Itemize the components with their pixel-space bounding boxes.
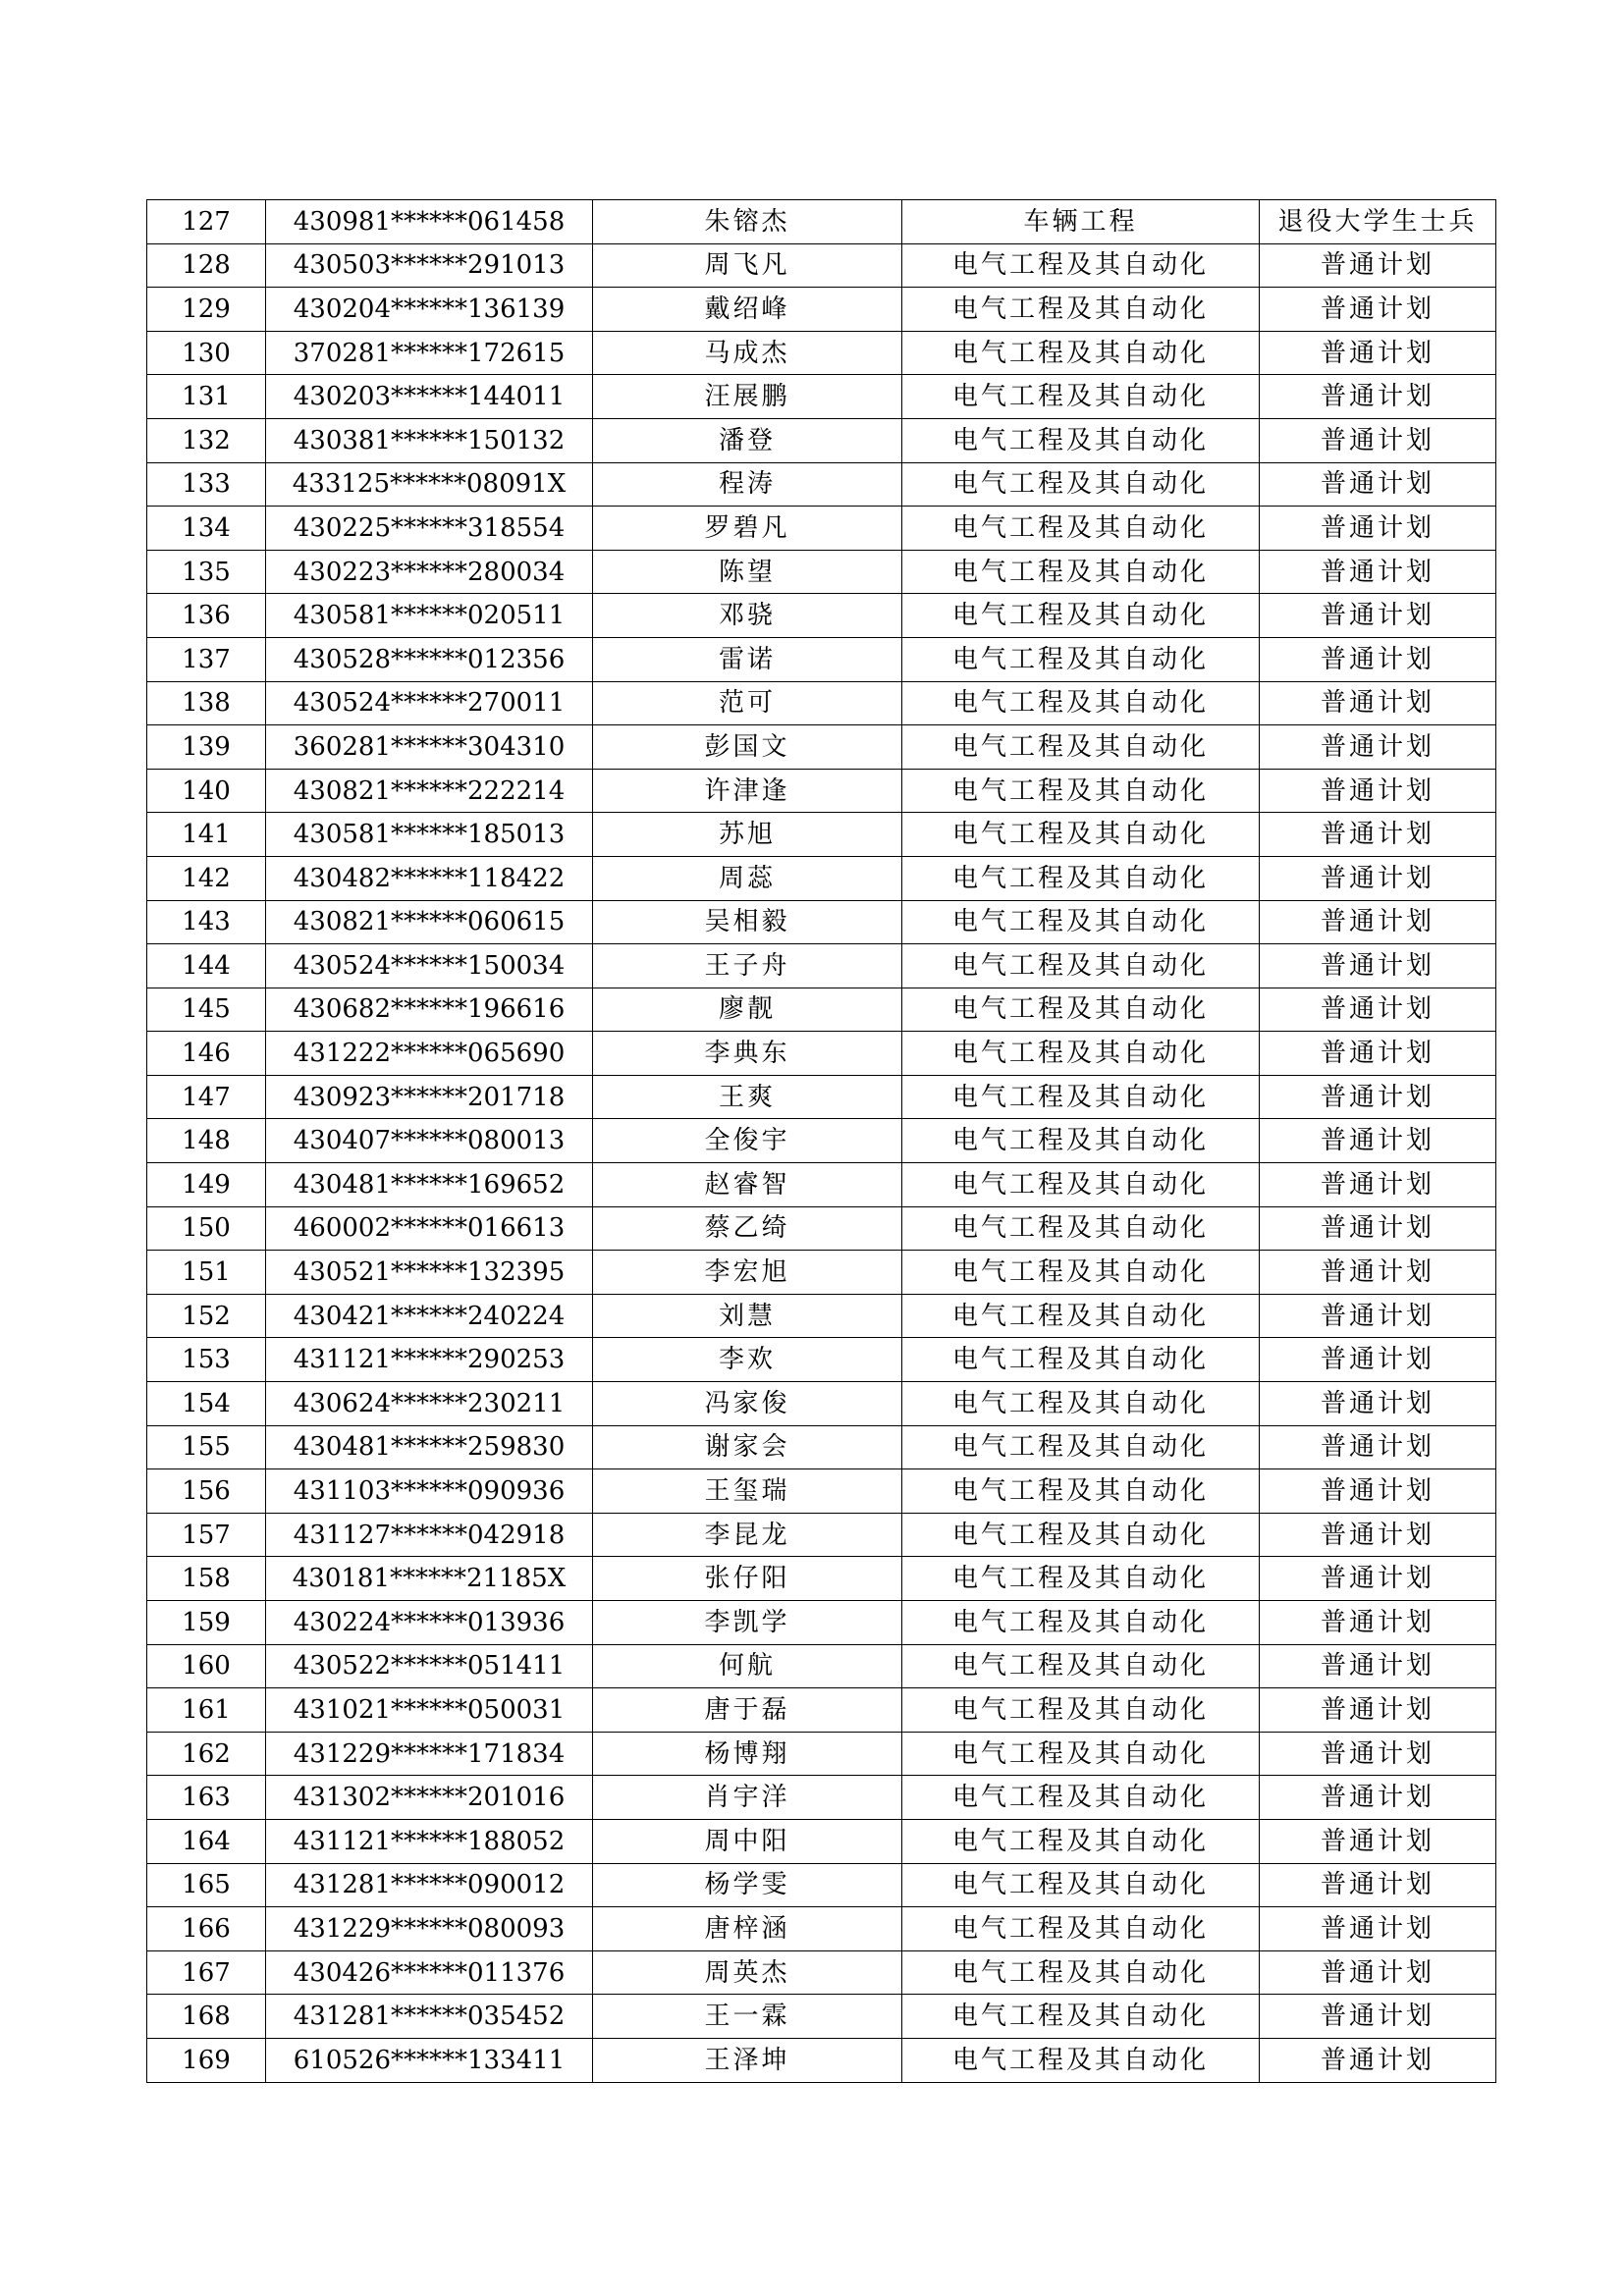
student-name-cell: 李宏旭 (593, 1251, 902, 1295)
id-number-cell: 431229******171834 (266, 1732, 593, 1776)
student-name-cell: 朱镕杰 (593, 200, 902, 244)
row-number-cell: 136 (147, 594, 266, 638)
major-cell: 电气工程及其自动化 (902, 1163, 1260, 1207)
major-cell: 电气工程及其自动化 (902, 1601, 1260, 1645)
plan-cell: 普通计划 (1260, 1206, 1496, 1251)
plan-cell: 普通计划 (1260, 1469, 1496, 1514)
row-number-cell: 145 (147, 988, 266, 1032)
plan-cell: 普通计划 (1260, 813, 1496, 857)
row-number-cell: 166 (147, 1907, 266, 1951)
row-number-cell: 141 (147, 813, 266, 857)
major-cell: 电气工程及其自动化 (902, 769, 1260, 813)
row-number-cell: 156 (147, 1469, 266, 1514)
id-number-cell: 431121******188052 (266, 1819, 593, 1863)
row-number-cell: 158 (147, 1557, 266, 1601)
table-row (147, 725, 1496, 770)
student-name-cell: 李欢 (593, 1338, 902, 1382)
table-row (147, 813, 1496, 857)
row-number-cell: 129 (147, 288, 266, 332)
row-number-cell: 155 (147, 1425, 266, 1469)
table-row (147, 1119, 1496, 1163)
id-number-cell: 431229******080093 (266, 1907, 593, 1951)
id-number-cell: 430581******020511 (266, 594, 593, 638)
student-name-cell: 邓骁 (593, 594, 902, 638)
id-number-cell: 360281******304310 (266, 725, 593, 770)
table-row (147, 1513, 1496, 1557)
table-row (147, 1469, 1496, 1514)
table-row (147, 1995, 1496, 2039)
student-name-cell: 王一霖 (593, 1995, 902, 2039)
major-cell: 电气工程及其自动化 (902, 1732, 1260, 1776)
student-name-cell: 全俊宇 (593, 1119, 902, 1163)
id-number-cell: 430524******270011 (266, 681, 593, 725)
student-name-cell: 杨博翔 (593, 1732, 902, 1776)
table-row (147, 856, 1496, 900)
plan-cell: 普通计划 (1260, 550, 1496, 594)
row-number-cell: 161 (147, 1688, 266, 1733)
table-row (147, 462, 1496, 507)
major-cell: 电气工程及其自动化 (902, 900, 1260, 944)
major-cell: 电气工程及其自动化 (902, 1469, 1260, 1514)
table-row (147, 418, 1496, 462)
student-name-cell: 罗碧凡 (593, 507, 902, 551)
major-cell: 电气工程及其自动化 (902, 1513, 1260, 1557)
student-name-cell: 唐于磊 (593, 1688, 902, 1733)
row-number-cell: 143 (147, 900, 266, 944)
plan-cell: 普通计划 (1260, 1995, 1496, 2039)
id-number-cell: 430624******230211 (266, 1382, 593, 1426)
student-name-cell: 蔡乙绮 (593, 1206, 902, 1251)
table-row (147, 1163, 1496, 1207)
major-cell: 电气工程及其自动化 (902, 507, 1260, 551)
plan-cell: 普通计划 (1260, 900, 1496, 944)
plan-cell: 普通计划 (1260, 637, 1496, 681)
id-number-cell: 430481******259830 (266, 1425, 593, 1469)
id-number-cell: 430204******136139 (266, 288, 593, 332)
row-number-cell: 144 (147, 944, 266, 988)
plan-cell: 普通计划 (1260, 1950, 1496, 1995)
plan-cell: 普通计划 (1260, 1776, 1496, 1820)
major-cell: 电气工程及其自动化 (902, 1251, 1260, 1295)
table-row (147, 900, 1496, 944)
table-row (147, 375, 1496, 419)
row-number-cell: 163 (147, 1776, 266, 1820)
student-name-cell: 刘慧 (593, 1294, 902, 1338)
row-number-cell: 164 (147, 1819, 266, 1863)
student-name-cell: 李凯学 (593, 1601, 902, 1645)
table-row (147, 1688, 1496, 1733)
major-cell: 电气工程及其自动化 (902, 1338, 1260, 1382)
id-number-cell: 430426******011376 (266, 1950, 593, 1995)
id-number-cell: 431302******201016 (266, 1776, 593, 1820)
row-number-cell: 131 (147, 375, 266, 419)
table-row (147, 1601, 1496, 1645)
major-cell: 电气工程及其自动化 (902, 813, 1260, 857)
plan-cell: 普通计划 (1260, 1863, 1496, 1907)
student-name-cell: 范可 (593, 681, 902, 725)
major-cell: 电气工程及其自动化 (902, 1644, 1260, 1688)
id-number-cell: 430524******150034 (266, 944, 593, 988)
major-cell: 电气工程及其自动化 (902, 681, 1260, 725)
row-number-cell: 137 (147, 637, 266, 681)
id-number-cell: 430981******061458 (266, 200, 593, 244)
row-number-cell: 169 (147, 2038, 266, 2082)
id-number-cell: 430203******144011 (266, 375, 593, 419)
table-row (147, 681, 1496, 725)
row-number-cell: 152 (147, 1294, 266, 1338)
table-row (147, 1776, 1496, 1820)
table-row (147, 507, 1496, 551)
id-number-cell: 431127******042918 (266, 1513, 593, 1557)
plan-cell: 普通计划 (1260, 1513, 1496, 1557)
row-number-cell: 148 (147, 1119, 266, 1163)
plan-cell: 普通计划 (1260, 769, 1496, 813)
row-number-cell: 142 (147, 856, 266, 900)
student-name-cell: 冯家俊 (593, 1382, 902, 1426)
table-row (147, 1907, 1496, 1951)
table-row (147, 1294, 1496, 1338)
id-number-cell: 610526******133411 (266, 2038, 593, 2082)
row-number-cell: 165 (147, 1863, 266, 1907)
major-cell: 电气工程及其自动化 (902, 288, 1260, 332)
table-row (147, 594, 1496, 638)
id-number-cell: 430528******012356 (266, 637, 593, 681)
major-cell: 电气工程及其自动化 (902, 1119, 1260, 1163)
id-number-cell: 430407******080013 (266, 1119, 593, 1163)
major-cell: 电气工程及其自动化 (902, 725, 1260, 770)
table-row (147, 1819, 1496, 1863)
major-cell: 电气工程及其自动化 (902, 418, 1260, 462)
major-cell: 电气工程及其自动化 (902, 1557, 1260, 1601)
plan-cell: 普通计划 (1260, 243, 1496, 288)
row-number-cell: 167 (147, 1950, 266, 1995)
major-cell: 电气工程及其自动化 (902, 856, 1260, 900)
plan-cell: 普通计划 (1260, 988, 1496, 1032)
table-row (147, 1732, 1496, 1776)
table-row (147, 637, 1496, 681)
student-name-cell: 戴绍峰 (593, 288, 902, 332)
roster-body (147, 200, 1496, 2083)
student-name-cell: 程涛 (593, 462, 902, 507)
admission-roster-table (146, 199, 1496, 2083)
plan-cell: 普通计划 (1260, 375, 1496, 419)
id-number-cell: 431121******290253 (266, 1338, 593, 1382)
major-cell: 电气工程及其自动化 (902, 944, 1260, 988)
student-name-cell: 周飞凡 (593, 243, 902, 288)
student-name-cell: 王子舟 (593, 944, 902, 988)
id-number-cell: 431103******090936 (266, 1469, 593, 1514)
id-number-cell: 430482******118422 (266, 856, 593, 900)
plan-cell: 普通计划 (1260, 1907, 1496, 1951)
major-cell: 电气工程及其自动化 (902, 2038, 1260, 2082)
student-name-cell: 李典东 (593, 1032, 902, 1076)
student-name-cell: 何航 (593, 1644, 902, 1688)
id-number-cell: 430581******185013 (266, 813, 593, 857)
id-number-cell: 431021******050031 (266, 1688, 593, 1733)
plan-cell: 普通计划 (1260, 1557, 1496, 1601)
id-number-cell: 430521******132395 (266, 1251, 593, 1295)
row-number-cell: 130 (147, 331, 266, 375)
student-name-cell: 陈望 (593, 550, 902, 594)
plan-cell: 普通计划 (1260, 1075, 1496, 1119)
student-name-cell: 周蕊 (593, 856, 902, 900)
student-name-cell: 苏旭 (593, 813, 902, 857)
major-cell: 电气工程及其自动化 (902, 243, 1260, 288)
plan-cell: 普通计划 (1260, 1338, 1496, 1382)
student-name-cell: 潘登 (593, 418, 902, 462)
plan-cell: 普通计划 (1260, 1644, 1496, 1688)
id-number-cell: 430821******222214 (266, 769, 593, 813)
major-cell: 电气工程及其自动化 (902, 462, 1260, 507)
row-number-cell: 153 (147, 1338, 266, 1382)
student-name-cell: 谢家会 (593, 1425, 902, 1469)
plan-cell: 普通计划 (1260, 1251, 1496, 1295)
student-name-cell: 彭国文 (593, 725, 902, 770)
table-row (147, 1557, 1496, 1601)
plan-cell: 普通计划 (1260, 594, 1496, 638)
student-name-cell: 王爽 (593, 1075, 902, 1119)
plan-cell: 普通计划 (1260, 1382, 1496, 1426)
student-name-cell: 王玺瑞 (593, 1469, 902, 1514)
major-cell: 电气工程及其自动化 (902, 1995, 1260, 2039)
major-cell: 电气工程及其自动化 (902, 988, 1260, 1032)
student-name-cell: 周英杰 (593, 1950, 902, 1995)
row-number-cell: 133 (147, 462, 266, 507)
plan-cell: 普通计划 (1260, 2038, 1496, 2082)
table-row (147, 944, 1496, 988)
major-cell: 电气工程及其自动化 (902, 1950, 1260, 1995)
id-number-cell: 430682******196616 (266, 988, 593, 1032)
major-cell: 电气工程及其自动化 (902, 1075, 1260, 1119)
student-name-cell: 廖靓 (593, 988, 902, 1032)
id-number-cell: 430224******013936 (266, 1601, 593, 1645)
major-cell: 电气工程及其自动化 (902, 637, 1260, 681)
table-row (147, 1863, 1496, 1907)
major-cell: 电气工程及其自动化 (902, 1907, 1260, 1951)
table-row (147, 243, 1496, 288)
table-row (147, 1075, 1496, 1119)
id-number-cell: 430223******280034 (266, 550, 593, 594)
id-number-cell: 433125******08091X (266, 462, 593, 507)
student-name-cell: 马成杰 (593, 331, 902, 375)
row-number-cell: 154 (147, 1382, 266, 1426)
major-cell: 电气工程及其自动化 (902, 1206, 1260, 1251)
plan-cell: 普通计划 (1260, 331, 1496, 375)
major-cell: 电气工程及其自动化 (902, 594, 1260, 638)
table-row (147, 2038, 1496, 2082)
major-cell: 电气工程及其自动化 (902, 1425, 1260, 1469)
table-row (147, 1950, 1496, 1995)
id-number-cell: 430481******169652 (266, 1163, 593, 1207)
id-number-cell: 430923******201718 (266, 1075, 593, 1119)
id-number-cell: 431222******065690 (266, 1032, 593, 1076)
major-cell: 电气工程及其自动化 (902, 331, 1260, 375)
major-cell: 电气工程及其自动化 (902, 1688, 1260, 1733)
row-number-cell: 139 (147, 725, 266, 770)
row-number-cell: 160 (147, 1644, 266, 1688)
table-row (147, 200, 1496, 244)
plan-cell: 普通计划 (1260, 944, 1496, 988)
row-number-cell: 147 (147, 1075, 266, 1119)
student-name-cell: 杨学雯 (593, 1863, 902, 1907)
row-number-cell: 162 (147, 1732, 266, 1776)
plan-cell: 普通计划 (1260, 1163, 1496, 1207)
plan-cell: 普通计划 (1260, 1032, 1496, 1076)
student-name-cell: 吴相毅 (593, 900, 902, 944)
table-row (147, 988, 1496, 1032)
student-name-cell: 唐梓涵 (593, 1907, 902, 1951)
plan-cell: 普通计划 (1260, 418, 1496, 462)
plan-cell: 普通计划 (1260, 1819, 1496, 1863)
id-number-cell: 430225******318554 (266, 507, 593, 551)
major-cell: 电气工程及其自动化 (902, 1776, 1260, 1820)
major-cell: 电气工程及其自动化 (902, 1294, 1260, 1338)
plan-cell: 普通计划 (1260, 462, 1496, 507)
row-number-cell: 132 (147, 418, 266, 462)
major-cell: 电气工程及其自动化 (902, 1382, 1260, 1426)
student-name-cell: 许津逢 (593, 769, 902, 813)
row-number-cell: 128 (147, 243, 266, 288)
plan-cell: 退役大学生士兵 (1260, 200, 1496, 244)
plan-cell: 普通计划 (1260, 1119, 1496, 1163)
id-number-cell: 460002******016613 (266, 1206, 593, 1251)
major-cell: 车辆工程 (902, 200, 1260, 244)
id-number-cell: 431281******090012 (266, 1863, 593, 1907)
plan-cell: 普通计划 (1260, 1688, 1496, 1733)
id-number-cell: 431281******035452 (266, 1995, 593, 2039)
row-number-cell: 146 (147, 1032, 266, 1076)
major-cell: 电气工程及其自动化 (902, 375, 1260, 419)
table-row (147, 331, 1496, 375)
plan-cell: 普通计划 (1260, 725, 1496, 770)
major-cell: 电气工程及其自动化 (902, 1032, 1260, 1076)
id-number-cell: 370281******172615 (266, 331, 593, 375)
student-name-cell: 汪展鹏 (593, 375, 902, 419)
table-row (147, 1382, 1496, 1426)
student-name-cell: 赵睿智 (593, 1163, 902, 1207)
table-row (147, 288, 1496, 332)
table-row (147, 1251, 1496, 1295)
plan-cell: 普通计划 (1260, 1294, 1496, 1338)
student-name-cell: 李昆龙 (593, 1513, 902, 1557)
table-row (147, 550, 1496, 594)
plan-cell: 普通计划 (1260, 1601, 1496, 1645)
row-number-cell: 168 (147, 1995, 266, 2039)
id-number-cell: 430821******060615 (266, 900, 593, 944)
id-number-cell: 430421******240224 (266, 1294, 593, 1338)
plan-cell: 普通计划 (1260, 288, 1496, 332)
student-name-cell: 张仔阳 (593, 1557, 902, 1601)
row-number-cell: 151 (147, 1251, 266, 1295)
table-row (147, 1425, 1496, 1469)
plan-cell: 普通计划 (1260, 856, 1496, 900)
table-row (147, 1032, 1496, 1076)
table-row (147, 769, 1496, 813)
major-cell: 电气工程及其自动化 (902, 1863, 1260, 1907)
plan-cell: 普通计划 (1260, 1732, 1496, 1776)
plan-cell: 普通计划 (1260, 681, 1496, 725)
id-number-cell: 430381******150132 (266, 418, 593, 462)
id-number-cell: 430181******21185X (266, 1557, 593, 1601)
table-row (147, 1644, 1496, 1688)
row-number-cell: 134 (147, 507, 266, 551)
table-row (147, 1338, 1496, 1382)
student-name-cell: 肖宇洋 (593, 1776, 902, 1820)
row-number-cell: 127 (147, 200, 266, 244)
plan-cell: 普通计划 (1260, 1425, 1496, 1469)
row-number-cell: 149 (147, 1163, 266, 1207)
id-number-cell: 430503******291013 (266, 243, 593, 288)
major-cell: 电气工程及其自动化 (902, 1819, 1260, 1863)
row-number-cell: 159 (147, 1601, 266, 1645)
student-name-cell: 周中阳 (593, 1819, 902, 1863)
major-cell: 电气工程及其自动化 (902, 550, 1260, 594)
plan-cell: 普通计划 (1260, 507, 1496, 551)
row-number-cell: 135 (147, 550, 266, 594)
id-number-cell: 430522******051411 (266, 1644, 593, 1688)
student-name-cell: 王泽坤 (593, 2038, 902, 2082)
row-number-cell: 138 (147, 681, 266, 725)
row-number-cell: 157 (147, 1513, 266, 1557)
row-number-cell: 140 (147, 769, 266, 813)
row-number-cell: 150 (147, 1206, 266, 1251)
student-name-cell: 雷诺 (593, 637, 902, 681)
table-row (147, 1206, 1496, 1251)
